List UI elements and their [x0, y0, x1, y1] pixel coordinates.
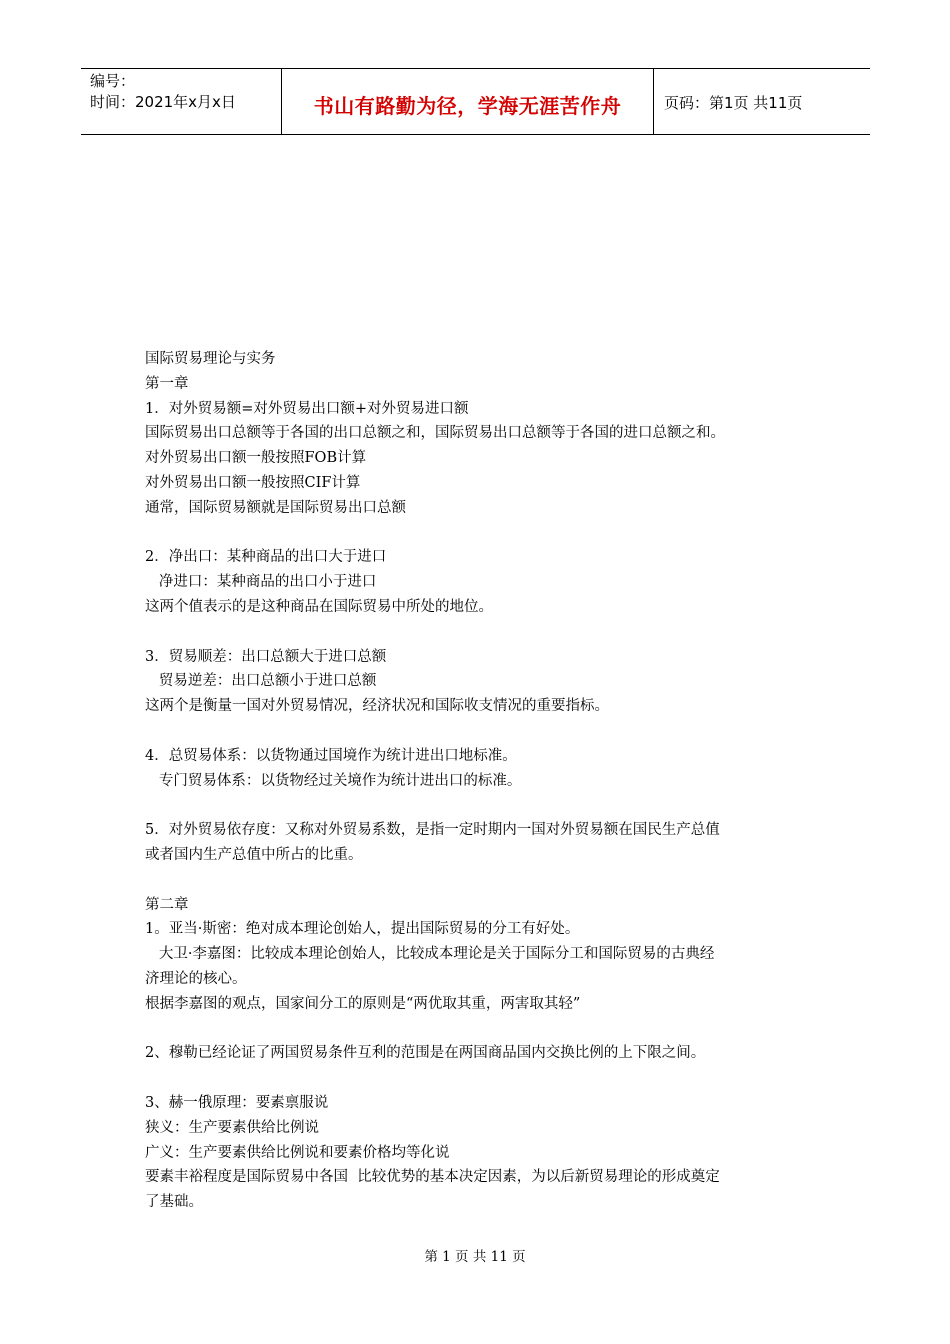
blank-line: [145, 620, 815, 645]
header-info-cell: [81, 69, 281, 134]
body-line: 通常，国际贸易额就是国际贸易出口总额: [145, 499, 406, 516]
body-line: 3、赫一俄原理：要素禀服说: [145, 1094, 329, 1111]
body-line: 或者国内生产总值中所占的比重。: [145, 846, 363, 863]
blank-line: [145, 868, 815, 893]
body-line: 2．净出口：某种商品的出口大于进口: [145, 549, 387, 566]
body-line: 第二章: [145, 896, 189, 913]
blank-line: [145, 1017, 815, 1042]
body-line: 4．总贸易体系：以货物通过国境作为统计进出口地标准。: [145, 747, 517, 764]
body-line: 1．对外贸易额=对外贸易出口额+对外贸易进口额: [145, 400, 469, 417]
blank-line: [145, 521, 815, 546]
body-line: 狭义：生产要素供给比例说: [145, 1119, 319, 1136]
document-body: [145, 347, 815, 1215]
body-line: 根据李嘉图的观点，国家间分工的原则是“两优取其重，两害取其轻”: [145, 995, 581, 1012]
body-line: 专门贸易体系：以货物经过关境作为统计进出口的标准。: [145, 772, 522, 789]
header-table: [81, 68, 870, 135]
body-line: 2、穆勒已经论证了两国贸易条件互利的范围是在两国商品国内交换比例的上下限之间。: [145, 1045, 706, 1062]
body-line: 国际贸易理论与实务: [145, 351, 276, 367]
blank-line: [145, 793, 815, 818]
body-line: 大卫·李嘉图：比较成本理论创始人，比较成本理论是关于国际分工和国际贸易的古典经: [145, 946, 715, 963]
page-footer: 第 1 页 共 11 页: [424, 1249, 526, 1265]
body-line: 3．贸易顺差：出口总额大于进口总额: [145, 648, 387, 665]
blank-line: [145, 1066, 815, 1091]
body-line: 贸易逆差：出口总额小于进口总额: [145, 673, 377, 690]
body-line: 1。亚当·斯密：绝对成本理论创始人，提出国际贸易的分工有好处。: [145, 921, 580, 938]
body-line: 要素丰裕程度是国际贸易中各国 比较优势的基本决定因素，为以后新贸易理论的形成奠定: [145, 1169, 720, 1186]
body-line: 济理论的核心。: [145, 970, 247, 987]
header-motto: 书山有路勤为径，学海无涯苦作舟: [281, 69, 654, 134]
body-line: 5．对外贸易依存度：又称对外贸易系数，是指一定时期内一国对外贸易额在国民生产总值: [145, 822, 720, 839]
body-line: 对外贸易出口额一般按照CIF计算: [145, 474, 361, 491]
body-line: 广义：生产要素供给比例说和要素价格均等化说: [145, 1144, 450, 1161]
body-line: 这两个是衡量一国对外贸易情况，经济状况和国际收支情况的重要指标。: [145, 698, 609, 715]
document-number-label: 编号：: [90, 72, 136, 90]
body-line: 国际贸易出口总额等于各国的出口总额之和，国际贸易出口总额等于各国的进口总额之和。: [145, 425, 725, 442]
body-line: 这两个值表示的是这种商品在国际贸易中所处的地位。: [145, 598, 493, 615]
header-page-number: 页码：第1页 共11页: [664, 94, 803, 112]
body-line: 对外贸易出口额一般按照FOB计算: [145, 450, 367, 467]
body-line: 了基础。: [145, 1194, 203, 1211]
body-line: 第一章: [145, 375, 189, 392]
body-line: 净进口：某种商品的出口小于进口: [145, 574, 377, 591]
blank-line: [145, 719, 815, 744]
document-time-label: 时间：2021年x月x日: [90, 93, 236, 111]
